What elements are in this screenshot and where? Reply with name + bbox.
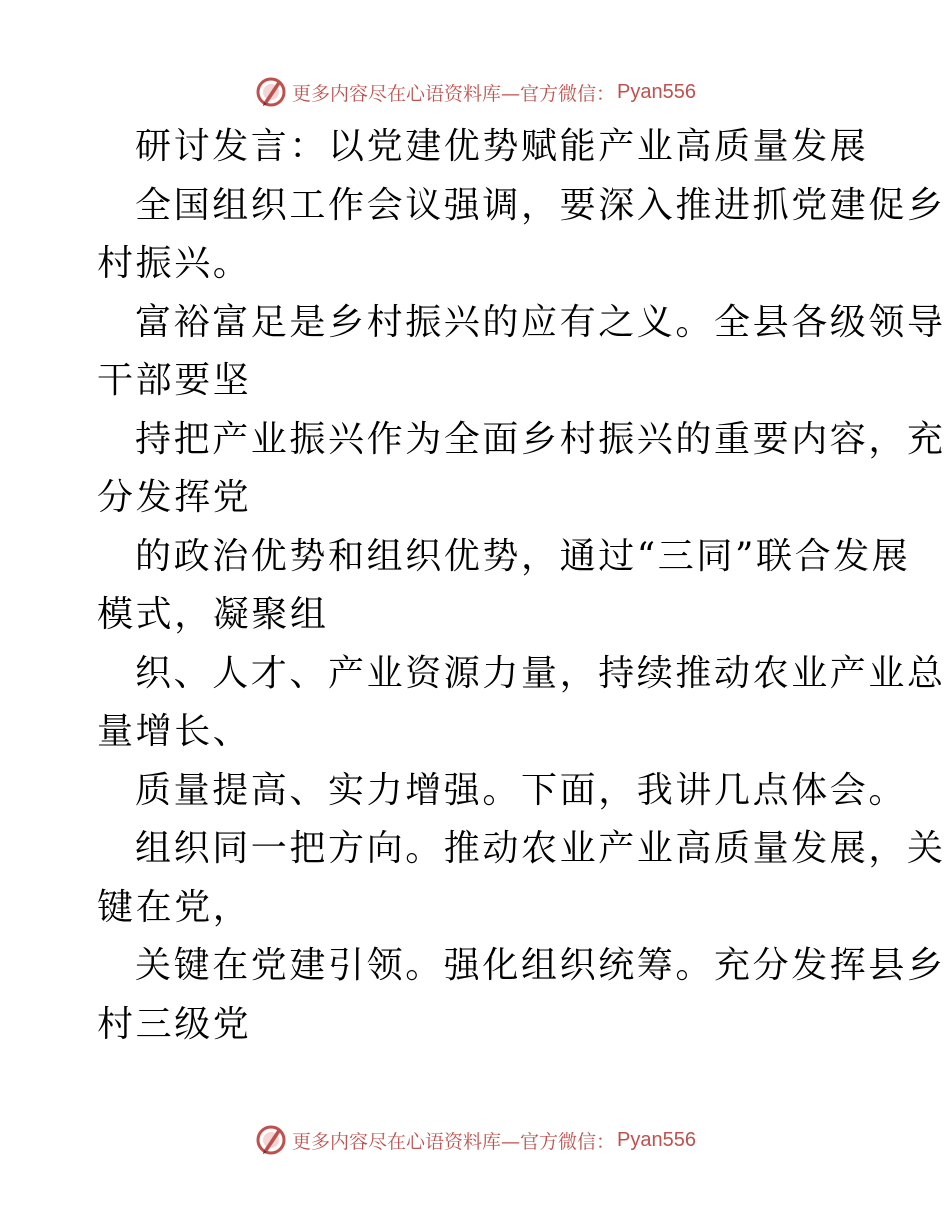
footer-watermark [0,1120,950,1160]
watermark-text: 更多内容尽在心语资料库—官方微信： [292,82,616,105]
document-line: 持把产业振兴作为全面乡村振兴的重要内容，充 [135,418,946,460]
document-line: 键在党， [97,886,252,928]
document-line: 研讨发言：以党建优势赋能产业高质量发展 [135,126,869,167]
document-line: 组织同一把方向。推动农业产业高质量发展，关 [135,828,946,869]
document-line: 的政治优势和组织优势，通过“三同”联合发展 [135,535,911,577]
watermark-text: 更多内容尽在心语资料库—官方微信： [292,1130,616,1153]
document-line: 量增长、 [97,711,252,752]
document-line: 村振兴。 [97,243,252,284]
pen-circle-logo-icon [254,1123,288,1157]
watermark-account: Pyan556 [617,80,696,103]
pen-circle-logo-icon [254,75,288,109]
document-line: 关键在党建引领。强化组织统筹。充分发挥县乡 [135,945,946,986]
header-watermark [0,72,950,112]
document-line: 全国组织工作会议强调，要深入推进抓党建促乡 [135,184,946,226]
document-line: 质量提高、实力增强。下面，我讲几点体会。 [135,769,908,811]
document-body [97,118,946,1054]
document-line: 分发挥党 [97,477,252,518]
document-line: 富裕富足是乡村振兴的应有之义。全县各级领导 [135,301,946,343]
document-line: 村三级党 [97,1003,252,1045]
watermark-account: Pyan556 [617,1128,696,1151]
document-line: 模式，凝聚组 [97,594,329,635]
document-line: 干部要坚 [97,360,252,401]
document-line: 织、人才、产业资源力量，持续推动农业产业总 [135,652,946,694]
